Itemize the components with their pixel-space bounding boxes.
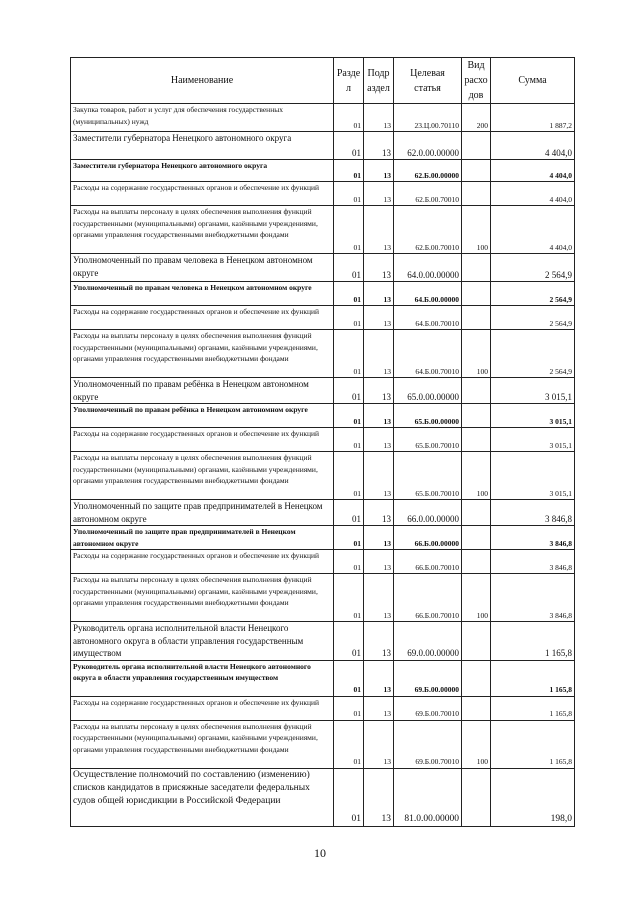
row-razdel: 01 bbox=[334, 132, 364, 160]
row-podrazdel: 13 bbox=[364, 452, 394, 500]
row-podrazdel: 13 bbox=[364, 526, 394, 550]
table-body bbox=[71, 104, 575, 827]
row-expense-type bbox=[462, 182, 491, 206]
row-target-article: 62.0.00.00000 bbox=[394, 132, 462, 160]
table-row bbox=[71, 452, 575, 500]
row-sum: 3 015,1 bbox=[491, 428, 575, 452]
row-name: Руководитель органа исполнительной власти Ненецкого автономного округа в области управления государственным имуществом bbox=[71, 660, 334, 696]
row-razdel: 01 bbox=[334, 160, 364, 182]
row-razdel: 01 bbox=[334, 404, 364, 428]
row-name: Уполномоченный по защите прав предпринимателей в Ненецком автономном округе bbox=[71, 526, 334, 550]
table-row bbox=[71, 378, 575, 404]
row-razdel: 01 bbox=[334, 574, 364, 622]
row-name: Расходы на выплаты персоналу в целях обеспечения выполнения функций государственными (муниципальными) органами, казёнными учреждениями, органами управления государственными внебюджетными фондами bbox=[71, 452, 334, 500]
row-sum: 2 564,9 bbox=[491, 330, 575, 378]
row-podrazdel: 13 bbox=[364, 254, 394, 282]
row-podrazdel: 13 bbox=[364, 330, 394, 378]
row-target-article: 69.Б.00.70010 bbox=[394, 696, 462, 720]
row-target-article: 64.Б.00.00000 bbox=[394, 282, 462, 306]
row-name: Руководитель органа исполнительной власти Ненецкого автономного округа в области управления государственным имуществом bbox=[71, 622, 334, 661]
table-row bbox=[71, 720, 575, 768]
row-sum: 3 015,1 bbox=[491, 452, 575, 500]
row-razdel: 01 bbox=[334, 526, 364, 550]
table-row bbox=[71, 550, 575, 574]
row-name: Расходы на содержание государственных органов и обеспечение их функций bbox=[71, 550, 334, 574]
row-razdel: 01 bbox=[334, 720, 364, 768]
header-expense-type: Вид расхо дов bbox=[462, 58, 491, 104]
row-target-article: 64.0.00.00000 bbox=[394, 254, 462, 282]
row-target-article: 66.Б.00.70010 bbox=[394, 550, 462, 574]
row-expense-type bbox=[462, 378, 491, 404]
row-name: Расходы на содержание государственных органов и обеспечение их функций bbox=[71, 696, 334, 720]
row-target-article: 66.Б.00.70010 bbox=[394, 574, 462, 622]
row-expense-type bbox=[462, 254, 491, 282]
row-sum: 2 564,9 bbox=[491, 306, 575, 330]
row-name: Расходы на содержание государственных органов и обеспечение их функций bbox=[71, 306, 334, 330]
table-row bbox=[71, 660, 575, 696]
row-expense-type bbox=[462, 160, 491, 182]
table-row bbox=[71, 306, 575, 330]
row-expense-type bbox=[462, 282, 491, 306]
row-expense-type bbox=[462, 550, 491, 574]
row-expense-type: 200 bbox=[462, 104, 491, 132]
row-target-article: 62.Б.00.00000 bbox=[394, 160, 462, 182]
row-expense-type: 100 bbox=[462, 206, 491, 254]
row-target-article: 69.0.00.00000 bbox=[394, 622, 462, 661]
table-row bbox=[71, 574, 575, 622]
row-target-article: 62.Б.00.70010 bbox=[394, 182, 462, 206]
row-sum: 3 846,8 bbox=[491, 550, 575, 574]
table-row bbox=[71, 500, 575, 526]
row-sum: 4 404,0 bbox=[491, 132, 575, 160]
table-row bbox=[71, 206, 575, 254]
row-expense-type bbox=[462, 526, 491, 550]
row-name: Уполномоченный по правам человека в Ненецком автономном округе bbox=[71, 282, 334, 306]
row-razdel: 01 bbox=[334, 306, 364, 330]
row-target-article: 64.Б.00.70010 bbox=[394, 330, 462, 378]
row-sum: 1 887,2 bbox=[491, 104, 575, 132]
table-row bbox=[71, 282, 575, 306]
row-sum: 4 404,0 bbox=[491, 160, 575, 182]
row-razdel: 01 bbox=[334, 622, 364, 661]
table-row bbox=[71, 160, 575, 182]
row-name: Уполномоченный по правам ребёнка в Ненецком автономном округе bbox=[71, 404, 334, 428]
row-sum: 2 564,9 bbox=[491, 254, 575, 282]
header-razdel: Разде л bbox=[334, 58, 364, 104]
row-name: Расходы на выплаты персоналу в целях обеспечения выполнения функций государственными (муниципальными) органами, казёнными учреждениями, органами управления государственными внебюджетными фондами bbox=[71, 206, 334, 254]
row-sum: 3 015,1 bbox=[491, 404, 575, 428]
row-razdel: 01 bbox=[334, 428, 364, 452]
row-target-article: 66.0.00.00000 bbox=[394, 500, 462, 526]
row-podrazdel: 13 bbox=[364, 696, 394, 720]
row-sum: 3 846,8 bbox=[491, 500, 575, 526]
row-razdel: 01 bbox=[334, 696, 364, 720]
row-expense-type bbox=[462, 660, 491, 696]
row-razdel: 01 bbox=[334, 550, 364, 574]
row-name: Уполномоченный по защите прав предпринимателей в Ненецком автономном округе bbox=[71, 500, 334, 526]
header-sum: Сумма bbox=[491, 58, 575, 104]
row-target-article: 66.Б.00.00000 bbox=[394, 526, 462, 550]
table-row bbox=[71, 104, 575, 132]
row-podrazdel: 13 bbox=[364, 720, 394, 768]
row-target-article: 62.Б.00.70010 bbox=[394, 206, 462, 254]
row-name: Заместители губернатора Ненецкого автономного округа bbox=[71, 160, 334, 182]
row-sum: 198,0 bbox=[491, 768, 575, 826]
row-razdel: 01 bbox=[334, 452, 364, 500]
row-target-article: 65.0.00.00000 bbox=[394, 378, 462, 404]
row-podrazdel: 13 bbox=[364, 500, 394, 526]
page-number: 10 bbox=[314, 846, 326, 860]
row-sum: 3 846,8 bbox=[491, 574, 575, 622]
row-podrazdel: 13 bbox=[364, 428, 394, 452]
row-target-article: 65.Б.00.70010 bbox=[394, 452, 462, 500]
row-podrazdel: 13 bbox=[364, 104, 394, 132]
row-expense-type bbox=[462, 132, 491, 160]
row-name: Заместители губернатора Ненецкого автономного округа bbox=[71, 132, 334, 160]
row-target-article: 65.Б.00.70010 bbox=[394, 428, 462, 452]
row-podrazdel: 13 bbox=[364, 282, 394, 306]
table-row bbox=[71, 254, 575, 282]
header-target-article: Целевая статья bbox=[394, 58, 462, 104]
row-podrazdel: 13 bbox=[364, 574, 394, 622]
row-target-article: 69.Б.00.70010 bbox=[394, 720, 462, 768]
row-razdel: 01 bbox=[334, 182, 364, 206]
row-name: Расходы на выплаты персоналу в целях обеспечения выполнения функций государственными (муниципальными) органами, казёнными учреждениями, органами управления государственными внебюджетными фондами bbox=[71, 720, 334, 768]
row-podrazdel: 13 bbox=[364, 404, 394, 428]
row-podrazdel: 13 bbox=[364, 306, 394, 330]
table-header-row bbox=[71, 58, 575, 104]
table-row bbox=[71, 404, 575, 428]
row-name: Расходы на выплаты персоналу в целях обеспечения выполнения функций государственными (муниципальными) органами, казёнными учреждениями, органами управления государственными внебюджетными фондами bbox=[71, 574, 334, 622]
row-expense-type bbox=[462, 428, 491, 452]
row-razdel: 01 bbox=[334, 378, 364, 404]
row-razdel: 01 bbox=[334, 768, 364, 826]
row-target-article: 81.0.00.00000 bbox=[394, 768, 462, 826]
header-name: Наименование bbox=[71, 58, 334, 104]
row-name: Осуществление полномочий по составлению (изменению) списков кандидатов в присяжные заседатели федеральных судов общей юрисдикции в Российской Федерации bbox=[71, 768, 334, 826]
row-target-article: 64.Б.00.70010 bbox=[394, 306, 462, 330]
row-name: Уполномоченный по правам ребёнка в Ненецком автономном округе bbox=[71, 378, 334, 404]
row-sum: 1 165,8 bbox=[491, 696, 575, 720]
row-razdel: 01 bbox=[334, 660, 364, 696]
row-target-article: 23.Ц.00.70110 bbox=[394, 104, 462, 132]
row-sum: 3 015,1 bbox=[491, 378, 575, 404]
table-row bbox=[71, 696, 575, 720]
row-expense-type: 100 bbox=[462, 574, 491, 622]
table-row bbox=[71, 330, 575, 378]
row-podrazdel: 13 bbox=[364, 550, 394, 574]
row-podrazdel: 13 bbox=[364, 622, 394, 661]
row-expense-type bbox=[462, 500, 491, 526]
row-podrazdel: 13 bbox=[364, 206, 394, 254]
table-row bbox=[71, 132, 575, 160]
row-podrazdel: 13 bbox=[364, 160, 394, 182]
row-sum: 2 564,9 bbox=[491, 282, 575, 306]
row-expense-type bbox=[462, 306, 491, 330]
row-name: Уполномоченный по правам человека в Ненецком автономном округе bbox=[71, 254, 334, 282]
row-sum: 1 165,8 bbox=[491, 720, 575, 768]
row-expense-type: 100 bbox=[462, 720, 491, 768]
row-razdel: 01 bbox=[334, 330, 364, 378]
budget-table bbox=[70, 57, 575, 827]
row-podrazdel: 13 bbox=[364, 132, 394, 160]
row-podrazdel: 13 bbox=[364, 378, 394, 404]
table-row bbox=[71, 622, 575, 661]
row-target-article: 69.Б.00.00000 bbox=[394, 660, 462, 696]
row-name: Расходы на содержание государственных органов и обеспечение их функций bbox=[71, 182, 334, 206]
row-podrazdel: 13 bbox=[364, 660, 394, 696]
table-row bbox=[71, 182, 575, 206]
row-expense-type bbox=[462, 622, 491, 661]
row-name: Расходы на содержание государственных органов и обеспечение их функций bbox=[71, 428, 334, 452]
row-target-article: 65.Б.00.00000 bbox=[394, 404, 462, 428]
row-razdel: 01 bbox=[334, 104, 364, 132]
table-row bbox=[71, 526, 575, 550]
table-row bbox=[71, 768, 575, 826]
row-expense-type: 100 bbox=[462, 452, 491, 500]
row-expense-type bbox=[462, 404, 491, 428]
row-sum: 4 404,0 bbox=[491, 206, 575, 254]
row-name: Закупка товаров, работ и услуг для обеспечения государственных (муниципальных) нужд bbox=[71, 104, 334, 132]
row-name: Расходы на выплаты персоналу в целях обеспечения выполнения функций государственными (муниципальными) органами, казёнными учреждениями, органами управления государственными внебюджетными фондами bbox=[71, 330, 334, 378]
row-podrazdel: 13 bbox=[364, 768, 394, 826]
table-row bbox=[71, 428, 575, 452]
row-expense-type bbox=[462, 696, 491, 720]
row-expense-type: 100 bbox=[462, 330, 491, 378]
row-podrazdel: 13 bbox=[364, 182, 394, 206]
row-razdel: 01 bbox=[334, 500, 364, 526]
header-podrazdel: Подр аздел bbox=[364, 58, 394, 104]
row-razdel: 01 bbox=[334, 254, 364, 282]
row-sum: 4 404,0 bbox=[491, 182, 575, 206]
row-razdel: 01 bbox=[334, 206, 364, 254]
row-sum: 3 846,8 bbox=[491, 526, 575, 550]
row-sum: 1 165,8 bbox=[491, 660, 575, 696]
row-razdel: 01 bbox=[334, 282, 364, 306]
row-expense-type bbox=[462, 768, 491, 826]
row-sum: 1 165,8 bbox=[491, 622, 575, 661]
